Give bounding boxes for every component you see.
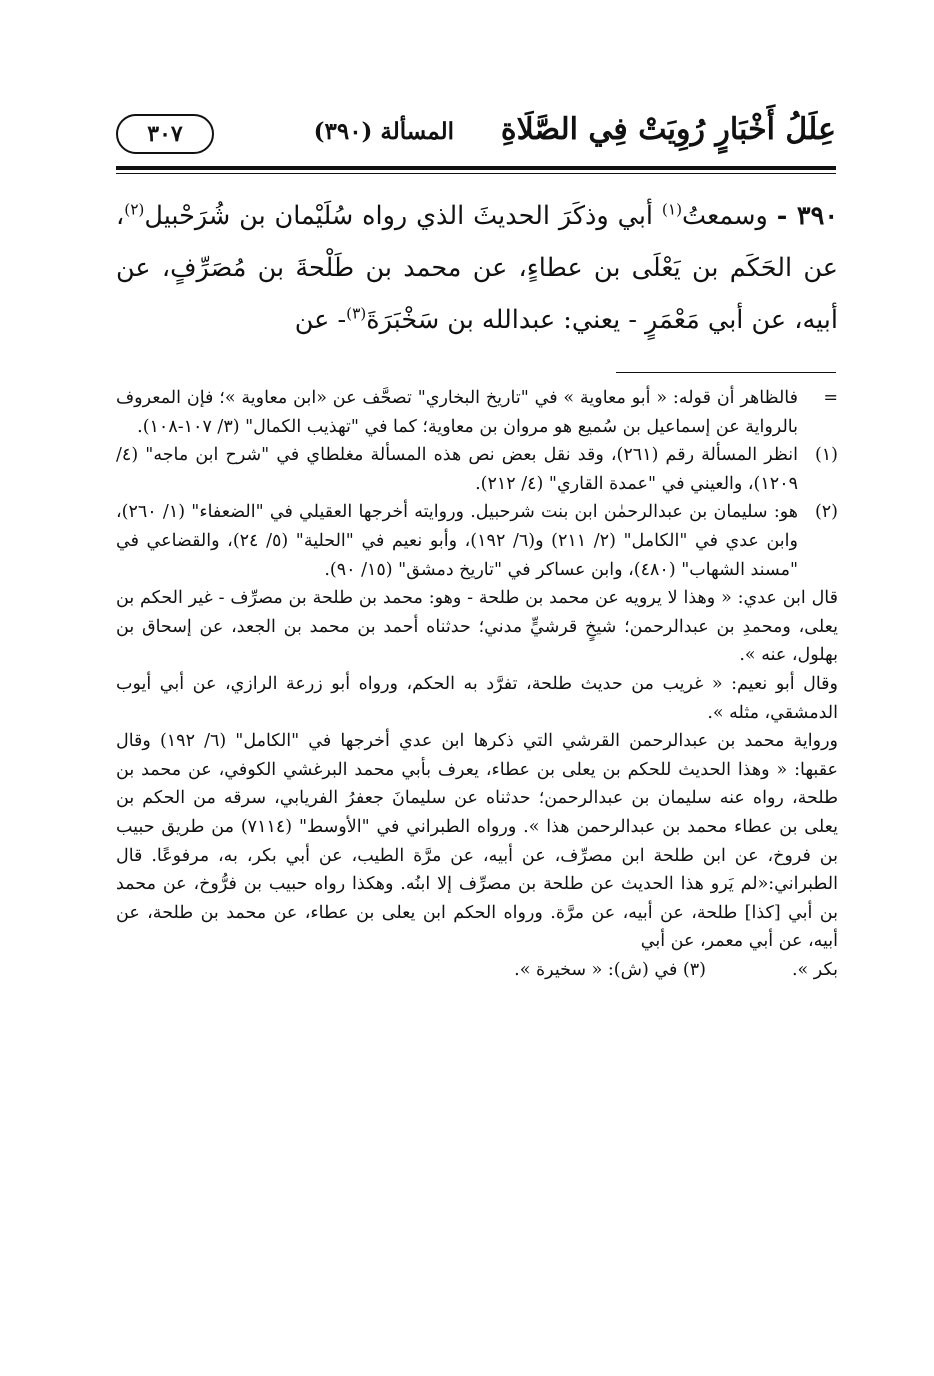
footnote-continued [116, 384, 838, 441]
footnote-text: في (ش): « سخيرة ». [514, 959, 678, 980]
footnote-paragraph: ورواية محمد بن عبدالرحمن القرشي التي ذكرها ابن عدي أخرجها في "الكامل" (٦/ ١٩٢) وقال عقبها: « وهذا الحديث للحكم بن يعلى بن عطاء، يعرف بأبي محمد البرغشي الكوفي، عن محمد بن طلحة، رواه عنه سليمان بن عبدالرحمن؛ حدثناه عن سليمانَ جعفرُ الفريابي، سرقه من الحكم بن يعلى بن عطاء محمد بن عبدالرحمن هذا ». ورواه الطبراني في "الأوسط" (٧١١٤) من طريق حبيب بن فروخ، عن ابن طلحة ابن مصرِّف، عن أبيه، عن مرَّة الطيب، عن أبي بكر، به، مرفوعًا. قال الطبراني:«لم يَرو هذا الحديث عن طلحة بن مصرِّف إلا ابنُه. وهكذا رواه حبيب بن فرُّوخ، عن محمد بن أبي [كذا] طلحة، عن أبيه، عن مرَّة. ورواه الحكم ابن يعلى بن عطاء، عن محمد بن طلحة، عن أبيه، عن أبي معمر، عن أبي [116, 731, 838, 952]
main-text [116, 190, 838, 346]
header-rule-thick [116, 166, 836, 170]
footnote-2 [116, 498, 838, 584]
footnote-text: انظر المسألة رقم (٢٦١)، وقد نقل بعض نص هذه المسألة مغلطاي في "شرح ابن ماجه" (٤/ ١٢٠٩)، والعيني في "عمدة القاري" (٤/ ٢١٢). [116, 445, 798, 494]
footnote-1 [116, 441, 838, 498]
footnote-paragraph: قال ابن عدي: « وهذا لا يرويه عن محمد بن طلحة - وهو: محمد بن طلحة بن مصرِّف - غير الحكم بن يعلى، ومحمدِ بن عبدالرحمن؛ شيخٍ قرشيٍّ مدني؛ حدثناه أحمد بن محمد بن الجعد، عن إسحاق بن بهلول، عنه ». [116, 588, 839, 666]
main-text-part: وسمعتُ [682, 201, 768, 231]
main-text-part: أبي وذكَرَ الحديثَ الذي رواه سُلَيْمان بن شُرَحْبيل [144, 201, 654, 231]
main-text-part: ، عن الحَكَم بن يَعْلَى بن عطاءٍ، عن محمد بن طَلْحةَ بن مُصَرِّفٍ، عن أبيه، عن أبي مَعْمَرٍ - يعني: عبدالله بن سَخْبَرَةَ [116, 201, 838, 335]
page-header [116, 108, 836, 160]
book-title: عِلَلُ أَخْبَارٍ رُوِيَتْ فِي الصَّلَاةِ [500, 112, 836, 147]
footnote-last-line [116, 956, 838, 985]
footnote-mark: = [823, 388, 838, 408]
footnote-ref-2[interactable]: (٢) [124, 200, 145, 219]
footnote-mark: (٣) [682, 959, 706, 980]
masala-number: ٣٩٠ - [776, 201, 839, 231]
footnote-3 [514, 956, 706, 985]
footnote-ref-1[interactable]: (١) [661, 200, 683, 219]
footnote-separator [616, 372, 836, 373]
footnote-text: هو: سليمان بن عبدالرحمٰن ابن بنت شرحبيل. وروايته أخرجها العقيلي في "الضعفاء" (١/ ٢٦٠)، وابن عدي في "الكامل" (٢/ ٢١١) و(٦/ ١٩٢)، وأبو نعيم في "الحلية" (٥/ ٢٤)، والقضاعي في "مسند الشهاب" (٤٨٠)، وابن عساكر في "تاريخ دمشق" (١٥/ ٩٠). [116, 502, 798, 580]
footnote-text: فالظاهر أن قوله: « أبو معاوية » في "تاريخ البخاري" تصحَّف عن «ابن معاوية »؛ فإن المعروف بالرواية عن إسماعيل بن سُميع هو مروان بن معاوية؛ كما في "تهذيب الكمال" (٣/ ١٠٧-١٠٨). [116, 388, 798, 437]
footnote-paragraph: وقال أبو نعيم: « غريب من حديث طلحة، تفرَّد به الحكم، ورواه أبو زرعة الرازي، عن أبي أيوب الدمشقي، مثله ». [116, 673, 838, 723]
footnote-mark: (٢) [814, 502, 838, 523]
page-number: ٣٠٧ [116, 114, 214, 154]
header-rule-thin [116, 173, 836, 174]
footnote-mark: (١) [814, 445, 838, 466]
footnote-paragraph-tail: بكر ». [791, 959, 838, 980]
main-text-part: - عن [294, 305, 347, 335]
footnote-ref-3[interactable]: (٣) [346, 304, 367, 323]
footnotes [116, 384, 838, 984]
masala-label: المسألة (٣٩٠) [313, 118, 454, 145]
